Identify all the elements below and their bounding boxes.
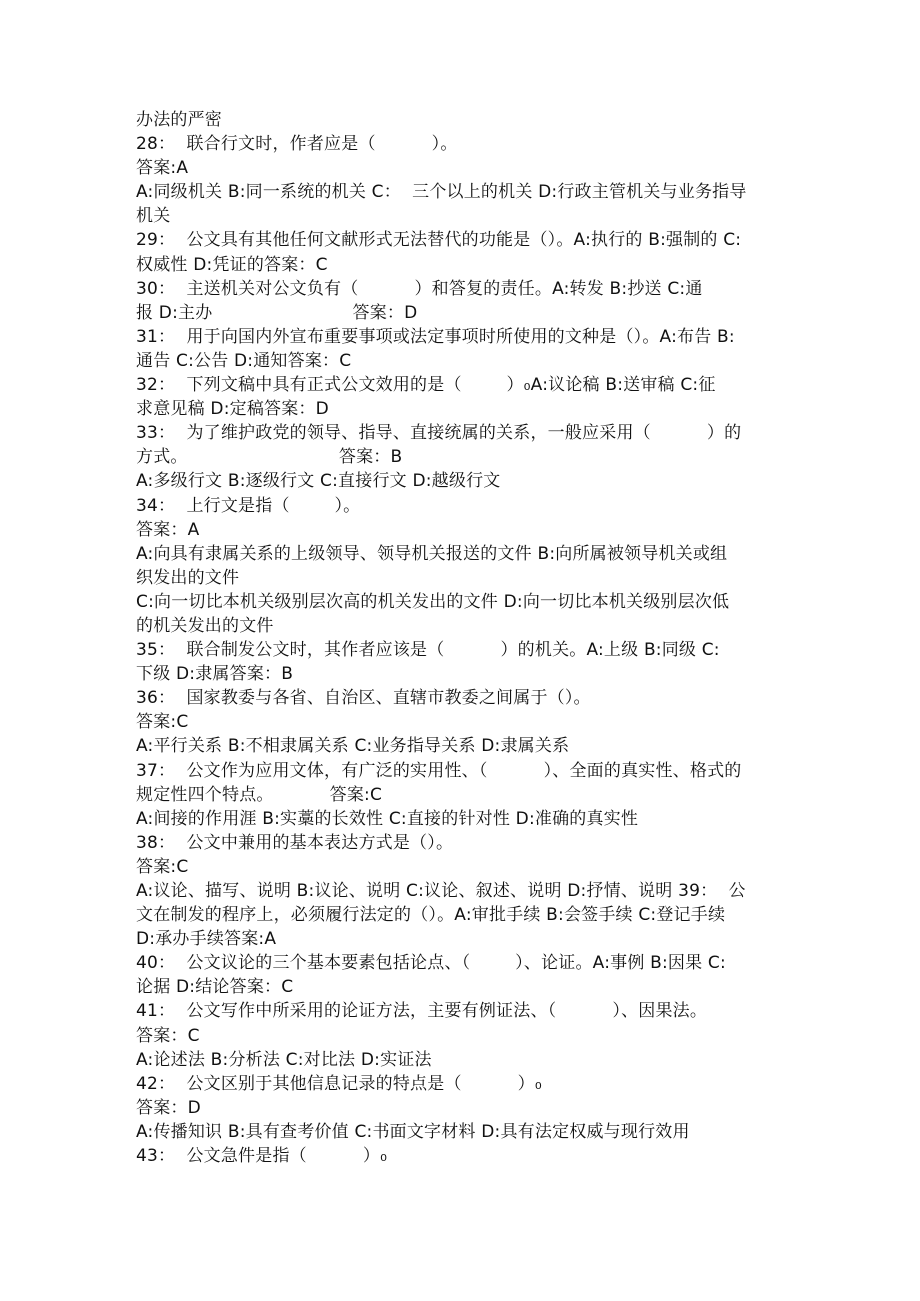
question-42: 42： 公文区别于其他信息记录的特点是（ ）₀ [136,1073,542,1094]
question-41: 41： 公文写作中所采用的论证方法，主要有例证法、（ ）、因果法。 [136,1001,708,1022]
options-line: A:同级机关 B:同一系统的机关 C： 三个以上的机关 D:行政主管机关与业务指导 [136,182,747,203]
question-43: 43： 公文急件是指（ ）₀ [136,1146,388,1167]
options-line: A:平行关系 B:不相隶属关系 C:业务指导关系 D:隶属关系 [136,736,570,757]
text-line: 规定性四个特点。 答案:C [136,784,383,805]
options-line: A:间接的作用涯 B:实藁的长效性 C:直接的针对性 D:准确的真实性 [136,808,639,829]
question-29: 29： 公文具有其他任何文献形式无法替代的功能是（）。A:执行的 B:强制的 C: [136,230,742,251]
text-line: 机关 [136,206,171,227]
answer-line: 答案:C [136,712,189,733]
answer-line: 答案：C [136,1025,200,1046]
text-line: 下级 D:隶属答案：B [136,664,294,685]
options-line: A:多级行文 B:逐级行文 C:直接行文 D:越级行文 [136,471,501,492]
text-line: 织发出的文件 [136,567,240,588]
options-line: A:传播知识 B:具有查考价值 C:书面文字材料 D:具有法定权威与现行效用 [136,1121,690,1142]
question-30: 30： 主送机关对公文负有（ ）和答复的责任。A:转发 B:抄送 C:通 [136,278,703,299]
options-line: A:议论、描写、说明 B:议论、说明 C:议论、叙述、说明 D:抒情、说明 39： 公 [136,881,746,901]
options-line: A:论述法 B:分析法 C:对比法 D:实证法 [136,1049,432,1070]
question-40: 40： 公文议论的三个基本要素包括论点、（ ）、论证。A:事例 B:因果 C: [136,953,726,974]
question-33: 33： 为了维护政党的领导、指导、直接统属的关系，一般应采用（ ）的 [136,423,742,444]
answer-line: 答案:A [136,158,189,179]
text-line: 办法的严密 [136,110,222,130]
document-body [136,108,786,1168]
options-line: A:向具有隶属关系的上级领导、领导机关报送的文件 B:向所属被领导机关或组 [136,543,728,564]
text-line: 求意见稿 D:定稿答案：D [136,399,329,420]
question-28: 28： 联合行文时，作者应是（ ）。 [136,134,458,155]
question-32: 32： 下列文稿中具有正式公文效用的是（ ）₀A:议论稿 B:送审稿 C:征 [136,375,716,396]
text-line: 论据 D:结论答案：C [136,977,294,998]
text-line: 的机关发出的文件 [136,615,274,636]
text-line: 方式。 答案：B [136,447,403,468]
text-line: D:承办手续答案:A [136,929,277,950]
question-31: 31： 用于向国内外宣布重要事项或法定事项时所使用的文种是（）。A:布告 B: [136,326,735,347]
options-line: C:向一切比本机关级别层次高的机关发出的文件 D:向一切比本机关级别层次低 [136,591,730,612]
text-line: 报 D:主办 答案：D [136,302,418,323]
question-38: 38： 公文中兼用的基本表达方式是（）。 [136,832,454,853]
text-line: 通告 C:公告 D:通知答案：C [136,350,352,371]
question-34: 34： 上行文是指（ ）。 [136,495,361,516]
question-35: 35： 联合制发公文时，其作者应该是（ ）的机关。A:上级 B:同级 C: [136,640,720,661]
question-36: 36： 国家教委与各省、自治区、直辖市教委之间属于（）。 [136,688,591,709]
answer-line: 答案：D [136,1097,201,1118]
answer-line: 答案:C [136,856,189,877]
answer-line: 答案：A [136,519,200,540]
text-line: 权威性 D:凭证的答案：C [136,254,328,275]
text-line: 文在制发的程序上，必须履行法定的（）。A:审批手续 B:会签手续 C:登记手续 [136,905,726,926]
question-37: 37： 公文作为应用文体，有广泛的实用性、（ ）、全面的真实性、格式的 [136,760,742,781]
